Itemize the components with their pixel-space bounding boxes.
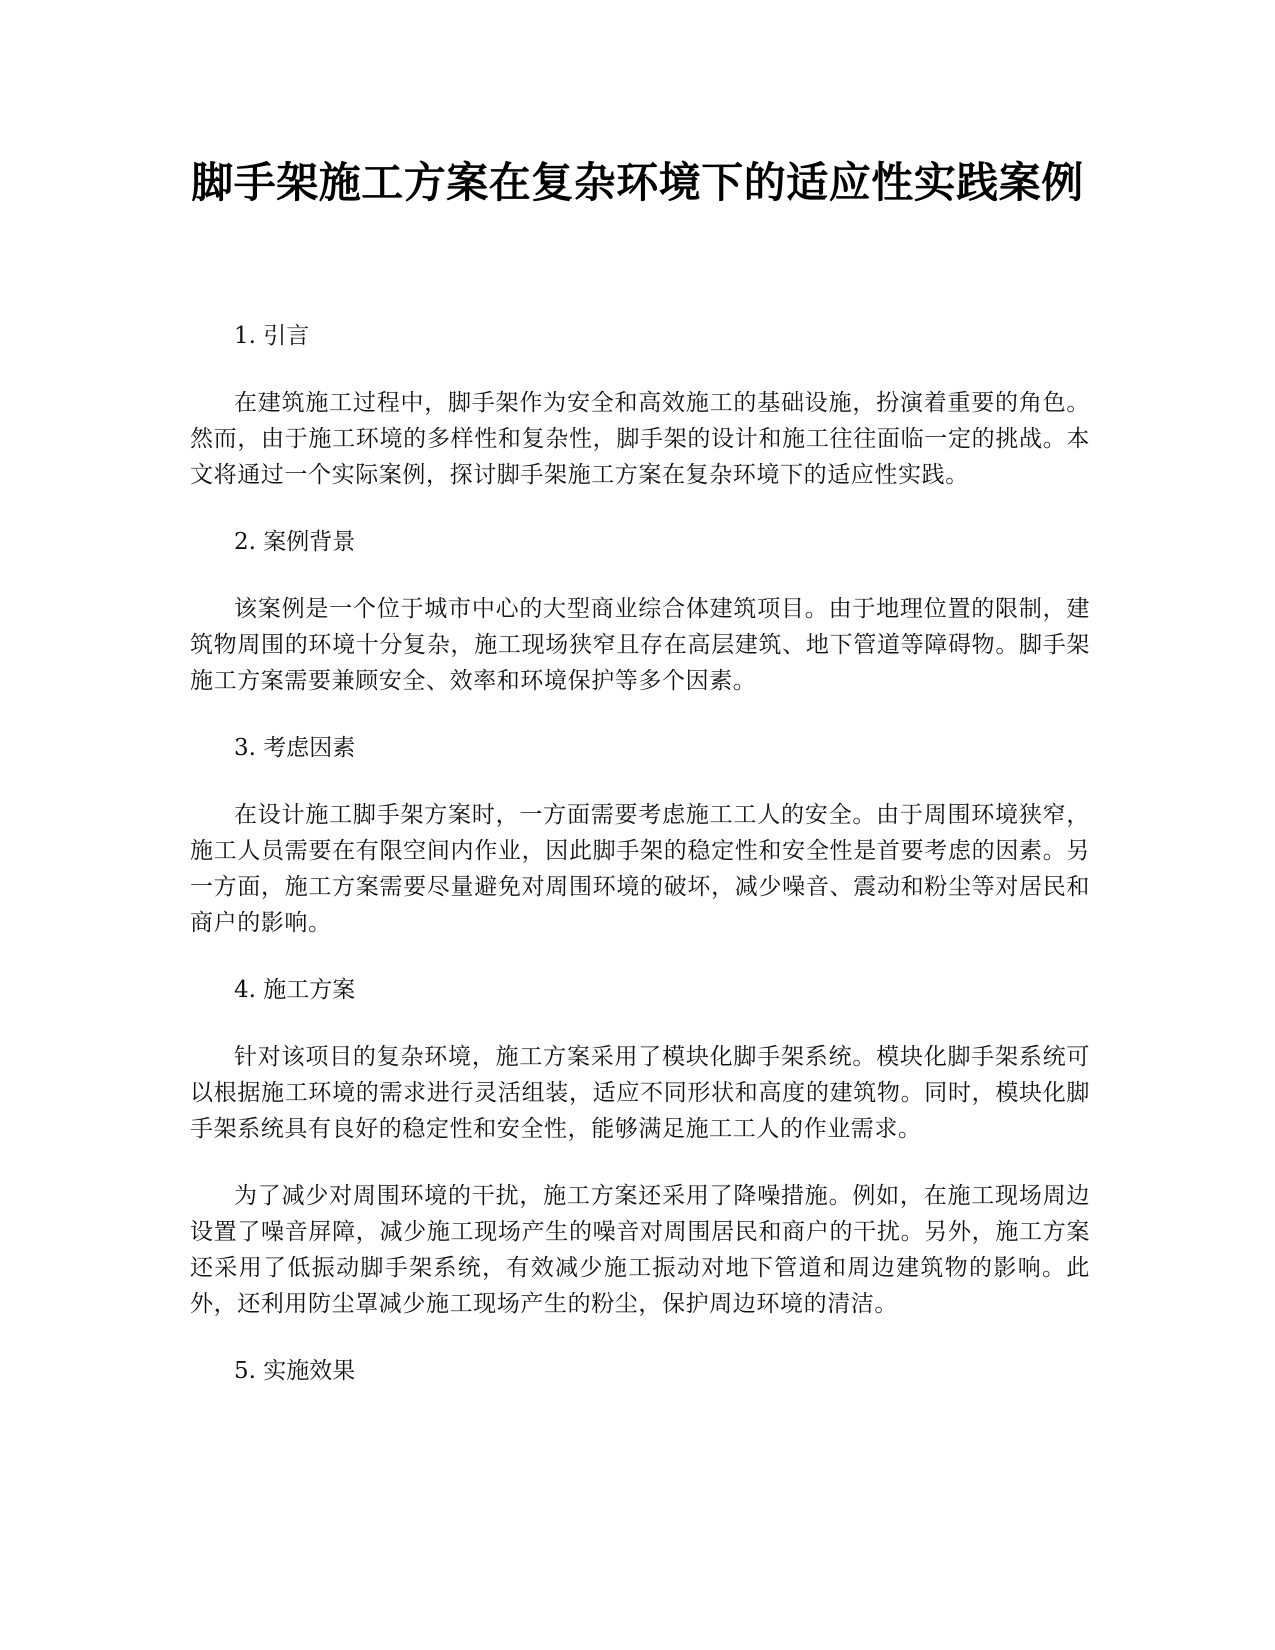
section-heading-factors: 3. 考虑因素 <box>234 735 356 761</box>
section-paragraph: 针对该项目的复杂环境，施工方案采用了模块化脚手架系统。模块化脚手架系统可以根据施工环境的需求进行灵活组装，适应不同形状和高度的建筑物。同时，模块化脚手架系统具有良好的稳定性和安全性，能够满足施工工人的作业需求。 <box>190 1044 1090 1142</box>
section-heading-plan: 4. 施工方案 <box>234 977 356 1003</box>
section-heading-intro: 1. 引言 <box>234 323 310 349</box>
section-heading-results: 5. 实施效果 <box>234 1358 356 1384</box>
document-title: 脚手架施工方案在复杂环境下的适应性实践案例 <box>191 158 1084 207</box>
section-paragraph: 在建筑施工过程中，脚手架作为安全和高效施工的基础设施，扮演着重要的角色。然而，由于施工环境的多样性和复杂性，脚手架的设计和施工往往面临一定的挑战。本文将通过一个实际案例，探讨脚手架施工方案在复杂环境下的适应性实践。 <box>190 390 1090 488</box>
section-paragraph: 为了减少对周围环境的干扰，施工方案还采用了降噪措施。例如，在施工现场周边设置了噪音屏障，减少施工现场产生的噪音对周围居民和商户的干扰。另外，施工方案还采用了低振动脚手架系统，有效减少施工振动对地下管道和周边建筑物的影响。此外，还利用防尘罩减少施工现场产生的粉尘，保护周边环境的清洁。 <box>190 1183 1090 1317</box>
section-heading-background: 2. 案例背景 <box>234 529 356 555</box>
section-paragraph: 在设计施工脚手架方案时，一方面需要考虑施工工人的安全。由于周围环境狭窄，施工人员需要在有限空间内作业，因此脚手架的稳定性和安全性是首要考虑的因素。另一方面，施工方案需要尽量避免对周围环境的破坏，减少噪音、震动和粉尘等对居民和商户的影响。 <box>190 802 1090 936</box>
section-paragraph: 该案例是一个位于城市中心的大型商业综合体建筑项目。由于地理位置的限制，建筑物周围的环境十分复杂，施工现场狭窄且存在高层建筑、地下管道等障碍物。脚手架施工方案需要兼顾安全、效率和环境保护等多个因素。 <box>190 596 1090 694</box>
document-body <box>190 318 1090 1420</box>
